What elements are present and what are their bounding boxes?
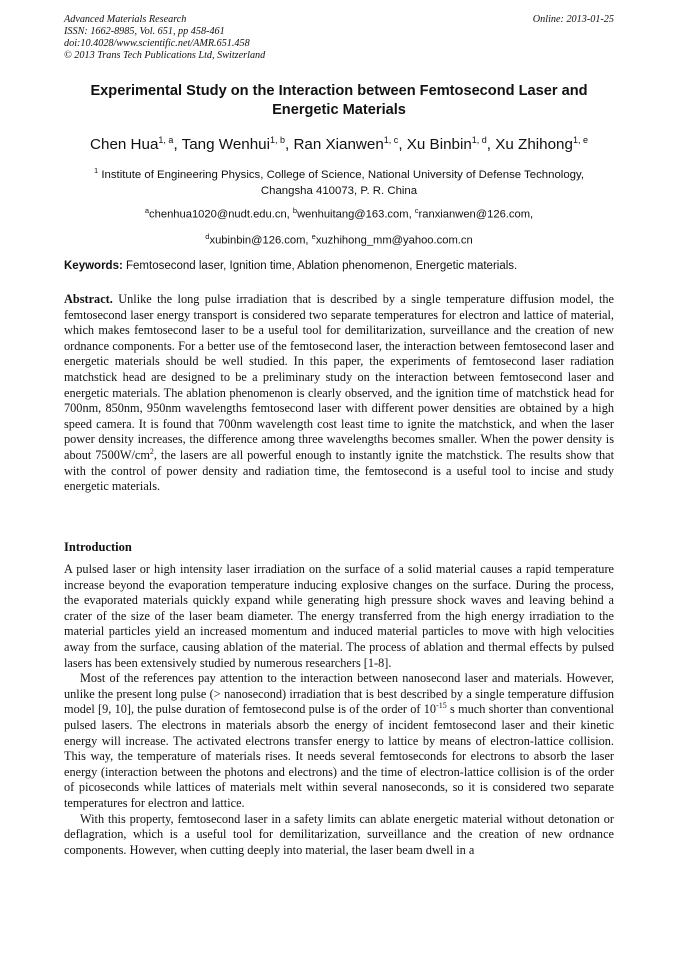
author-name: Xu Binbin xyxy=(406,136,472,154)
abstract xyxy=(64,292,614,495)
email-mark: a xyxy=(144,206,150,215)
email-address[interactable]: wenhuitang@163.com, xyxy=(297,208,412,221)
email-address[interactable]: xuzhihong_mm@yahoo.com.cn xyxy=(315,234,473,247)
email-address[interactable]: xubinbin@126.com, xyxy=(209,234,309,247)
abstract-superscript: 2 xyxy=(149,446,154,456)
author-affil-mark: 1, d xyxy=(471,135,487,145)
email-mark: e xyxy=(311,231,316,241)
journal-name: Advanced Materials Research xyxy=(64,14,187,25)
intro-paragraph-1: A pulsed laser or high intensity laser irradiation on the surface of a solid material causes a rapid temperature increase beyond the evaporation temperature inducing explosive changes on the surface. During the process, the evaporated materials quickly expand while generating high pressure shock waves and leaving behind a crater of the size of the laser beam diameter. The energy transferred from the high energy irradiation to the material particles yield an increased momentum and induced material particles to move with high velocities away from the surface, causing ablation of the material. The process of ablation and thermal effects by pulsed lasers has been extensively studied by numerous researchers [1-8]. xyxy=(64,562,614,670)
email-address[interactable]: ranxianwen@126.com, xyxy=(418,208,534,221)
author-affil-mark: 1, a xyxy=(158,135,174,145)
keywords-label: Keywords: xyxy=(64,260,123,272)
author-name: Chen Hua xyxy=(90,136,159,154)
intro-paragraph-3: With this property, femtosecond laser in a safety limits can ablate energetic material without detonation or deflagration, which is a useful tool for demilitarization, surveillance and the creation of new ordnance components. However, when cutting deeply into material, the laser beam dwell in a xyxy=(64,811,614,857)
author-name: Ran Xianwen xyxy=(293,136,384,154)
author-affil-mark: 1, e xyxy=(572,135,588,145)
copyright-line: © 2013 Trans Tech Publications Ltd, Switzerland xyxy=(64,50,266,61)
email-mark: b xyxy=(292,206,298,215)
email-mark: c xyxy=(414,206,419,215)
exponent: -15 xyxy=(436,701,447,711)
section-heading: Introduction xyxy=(64,540,132,554)
intro-paragraph-2 xyxy=(64,671,614,811)
paper-title: Experimental Study on the Interaction between Femtosecond Laser and Energetic Materials xyxy=(90,83,588,118)
author-list: Chen Hua$^{1, a}$, Tang Wenhui$^{1, b}$, Ran Xianwen$^{1, c}$, Xu Binbin$^{1, d}$, Xu Zhihong$^{1, e}$ xyxy=(90,135,588,154)
author-name: Tang Wenhui xyxy=(181,136,270,154)
doi-line: doi:10.4028/www.scientific.net/AMR.651.458 xyxy=(64,38,250,49)
email-list xyxy=(64,200,614,251)
intro-p2-text-cont: s much shorter than conventional pulsed lasers. The electrons in materials absorb the energy of incident femtosecond laser and their kinetic energy will increase. The activated electrons transfer energy to lattice by means of electron-lattice collision. This way, the temperature of materials rises. It needs several femtoseconds for electrons to absorb the laser energy (interaction between the photons and electrons) and the time of electron-lattice collision is of the order of picoseconds while lattices of materials melt within several nanoseconds, so it is considered two separate temperatures for electron and lattice. xyxy=(64,702,614,810)
email-address[interactable]: chenhua1020@nudt.edu.cn, xyxy=(149,208,290,221)
author-affil-mark: 1, b xyxy=(269,135,285,145)
author-name: Xu Zhihong xyxy=(495,136,573,154)
author-affil-mark: 1, c xyxy=(383,135,399,145)
email-mark: d xyxy=(205,231,210,241)
introduction-body xyxy=(64,562,614,858)
affiliation xyxy=(64,163,614,199)
online-date: Online: 2013-01-25 xyxy=(532,14,614,25)
abstract-text-cont: , the lasers are all powerful enough to instantly ignite the matchstick. The results show that with the control of power density and radiation time, the femtosecond is a useful tool to incise and study energetic materials. xyxy=(64,447,614,494)
affiliation-line-2: Changsha 410073, P. R. China xyxy=(260,184,418,197)
affiliation-line-1: Institute of Engineering Physics, College of Science, National University of Defense Technology, xyxy=(101,168,585,181)
intro-p2-text: Most of the references pay attention to the interaction between nanosecond laser and materials. However, unlike the present long pulse (> nanosecond) irradiation that is best described by a single temperature diffusion model [9, 10], the pulse duration of femtosecond pulse is of the order of 10 xyxy=(64,671,614,717)
abstract-text: Unlike the long pulse irradiation that is described by a single temperature diffusion model, the femtosecond laser energy transport is considered two separate temperatures for electron and lattice of material, which makes femtosecond laser to be a useful tool for demilitarization, surveillance and the creation of new ordnance components. For a better use of the femtosecond laser, the interaction between femtosecond laser and energetic materials should be well studied. In this paper, the experiments of femtosecond laser radiation matchstick head are designed to be a preliminary study on the interaction between femtosecond laser and energetic materials. The ablation phenomenon is clearly observed, and the ignition time of matchstick head for 700nm, 850nm, 950nm wavelengths femtosecond laser with different power densities are obtained by a high speed camera. It is found that 700nm wavelength cost least time to ignite the matchstick, and when the laser power density increases, the difference among three wavelengths becomes smaller. When the power density is about 7500W/cm xyxy=(64,292,614,462)
abstract-label: Abstract. xyxy=(64,292,113,306)
keywords xyxy=(64,258,614,274)
affiliation-mark: 1 xyxy=(93,166,99,175)
keywords-text: Femtosecond laser, Ignition time, Ablation phenomenon, Energetic materials. xyxy=(126,260,518,272)
journal-header xyxy=(64,14,265,62)
issn-line: ISSN: 1662-8985, Vol. 651, pp 458-461 xyxy=(64,26,225,37)
